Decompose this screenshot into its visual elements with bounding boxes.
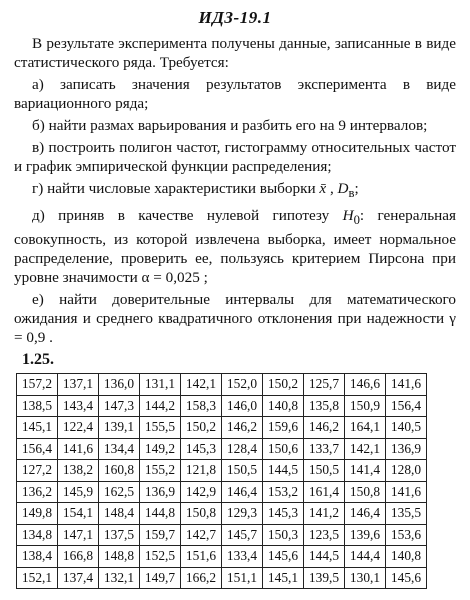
- table-cell: 146,2: [304, 417, 345, 439]
- task-d: [14, 206, 456, 287]
- table-cell: 141,6: [386, 481, 427, 503]
- table-cell: 146,4: [345, 503, 386, 525]
- table-cell: 149,8: [17, 503, 58, 525]
- table-cell: 154,1: [58, 503, 99, 525]
- table-cell: 150,2: [181, 417, 222, 439]
- table-cell: 146,6: [345, 374, 386, 396]
- sample-variance-subscript: в: [348, 186, 355, 201]
- table-cell: 159,7: [140, 524, 181, 546]
- table-cell: 141,2: [304, 503, 345, 525]
- table-cell: 156,4: [17, 438, 58, 460]
- table-cell: 166,2: [181, 567, 222, 589]
- table-row: [17, 524, 427, 546]
- table-cell: 164,1: [345, 417, 386, 439]
- table-cell: 146,4: [222, 481, 263, 503]
- problem-number: 1.25.: [22, 351, 54, 369]
- table-cell: 144,5: [304, 546, 345, 568]
- table-cell: 145,1: [263, 567, 304, 589]
- table-cell: 144,4: [345, 546, 386, 568]
- sample-mean-symbol: x̄: [319, 180, 327, 197]
- task-d-text: д) приняв в качестве нулевой гипотезу: [32, 207, 343, 225]
- table-cell: 147,3: [99, 395, 140, 417]
- table-cell: 151,6: [181, 546, 222, 568]
- table-cell: 136,0: [99, 374, 140, 396]
- table-cell: 141,6: [58, 438, 99, 460]
- table-cell: 137,4: [58, 567, 99, 589]
- table-cell: 134,4: [99, 438, 140, 460]
- table-cell: 136,2: [17, 481, 58, 503]
- table-cell: 145,6: [263, 546, 304, 568]
- table-row: [17, 395, 427, 417]
- table-cell: 150,2: [263, 374, 304, 396]
- table-cell: 122,4: [58, 417, 99, 439]
- task-a: а) записать значения результатов эксперимента в виде вариационного ряда;: [14, 76, 456, 112]
- table-row: [17, 460, 427, 482]
- table-cell: 155,2: [140, 460, 181, 482]
- table-cell: 134,8: [17, 524, 58, 546]
- table-cell: 128,0: [386, 460, 427, 482]
- table-cell: 135,5: [386, 503, 427, 525]
- table-cell: 140,8: [263, 395, 304, 417]
- task-b: б) найти размах варьирования и разбить его на 9 интервалов;: [32, 117, 428, 134]
- table-cell: 145,7: [222, 524, 263, 546]
- table-cell: 152,5: [140, 546, 181, 568]
- table-cell: 141,4: [345, 460, 386, 482]
- table-cell: 142,1: [345, 438, 386, 460]
- table-cell: 145,3: [181, 438, 222, 460]
- table-cell: 155,5: [140, 417, 181, 439]
- table-row: [17, 567, 427, 589]
- data-table: [16, 373, 427, 589]
- table-cell: 159,6: [263, 417, 304, 439]
- table-cell: 166,8: [58, 546, 99, 568]
- table-cell: 144,2: [140, 395, 181, 417]
- table-cell: 123,5: [304, 524, 345, 546]
- table-cell: 153,6: [386, 524, 427, 546]
- table-row: [17, 503, 427, 525]
- sample-variance-symbol: D: [337, 180, 349, 197]
- table-cell: 146,2: [222, 417, 263, 439]
- table-cell: 135,8: [304, 395, 345, 417]
- table-cell: 150,8: [181, 503, 222, 525]
- table-cell: 148,4: [99, 503, 140, 525]
- table-cell: 142,1: [181, 374, 222, 396]
- table-cell: 160,8: [99, 460, 140, 482]
- task-d-rest: : генеральная совокупность, из которой извлечена выборка, имеет нормальное распределение, проверить ее, пользуясь критерием Пирсона при уровне значимости α = 0,025 ;: [14, 207, 456, 287]
- hypothesis-symbol: H: [342, 207, 354, 225]
- table-cell: 136,9: [386, 438, 427, 460]
- table-cell: 144,8: [140, 503, 181, 525]
- table-cell: 151,1: [222, 567, 263, 589]
- table-cell: 149,2: [140, 438, 181, 460]
- table-cell: 150,5: [222, 460, 263, 482]
- table-cell: 128,4: [222, 438, 263, 460]
- table-cell: 157,2: [17, 374, 58, 396]
- table-cell: 145,1: [17, 417, 58, 439]
- table-cell: 145,6: [386, 567, 427, 589]
- table-cell: 133,4: [222, 546, 263, 568]
- table-cell: 146,0: [222, 395, 263, 417]
- table-cell: 153,2: [263, 481, 304, 503]
- task-e: е) найти доверительные интервалы для математического ожидания и среднего квадратичного отклонения при надежности γ = 0,9 .: [14, 291, 456, 347]
- table-cell: 150,5: [304, 460, 345, 482]
- table-cell: 129,3: [222, 503, 263, 525]
- table-cell: 127,2: [17, 460, 58, 482]
- table-cell: 148,8: [99, 546, 140, 568]
- table-cell: 145,9: [58, 481, 99, 503]
- table-cell: 152,1: [17, 567, 58, 589]
- table-cell: 142,7: [181, 524, 222, 546]
- table-cell: 158,3: [181, 395, 222, 417]
- task-g: [14, 179, 456, 203]
- document-title: ИДЗ-19.1: [198, 8, 272, 27]
- table-row: [17, 374, 427, 396]
- table-row: [17, 417, 427, 439]
- task-g-text: г) найти числовые характеристики выборки: [32, 180, 320, 197]
- task-v: в) построить полигон частот, гистограмму относительных частот и график эмпирической функции распределения;: [14, 139, 456, 175]
- table-cell: 150,6: [263, 438, 304, 460]
- table-cell: 137,5: [99, 524, 140, 546]
- table-cell: 144,5: [263, 460, 304, 482]
- table-cell: 139,1: [99, 417, 140, 439]
- table-cell: 152,0: [222, 374, 263, 396]
- table-row: [17, 481, 427, 503]
- table-cell: 136,9: [140, 481, 181, 503]
- table-cell: 150,8: [345, 481, 386, 503]
- task-g-end: ;: [354, 180, 359, 197]
- table-cell: 131,1: [140, 374, 181, 396]
- table-cell: 125,7: [304, 374, 345, 396]
- table-cell: 161,4: [304, 481, 345, 503]
- table-cell: 138,5: [17, 395, 58, 417]
- table-cell: 150,3: [263, 524, 304, 546]
- table-cell: 147,1: [58, 524, 99, 546]
- table-cell: 139,6: [345, 524, 386, 546]
- table-cell: 137,1: [58, 374, 99, 396]
- table-cell: 143,4: [58, 395, 99, 417]
- table-cell: 162,5: [99, 481, 140, 503]
- table-cell: 139,5: [304, 567, 345, 589]
- table-cell: 150,9: [345, 395, 386, 417]
- task-g-separator: ,: [326, 180, 338, 197]
- table-cell: 145,3: [263, 503, 304, 525]
- table-cell: 140,8: [386, 546, 427, 568]
- intro-paragraph: В результате эксперимента получены данные, записанные в виде статистического ряда. Требуется:: [14, 35, 456, 71]
- table-cell: 121,8: [181, 460, 222, 482]
- table-row: [17, 546, 427, 568]
- hypothesis-subscript: 0: [353, 213, 360, 228]
- table-cell: 130,1: [345, 567, 386, 589]
- table-cell: 138,2: [58, 460, 99, 482]
- table-cell: 141,6: [386, 374, 427, 396]
- table-row: [17, 438, 427, 460]
- table-cell: 132,1: [99, 567, 140, 589]
- table-cell: 140,5: [386, 417, 427, 439]
- table-cell: 138,4: [17, 546, 58, 568]
- table-cell: 133,7: [304, 438, 345, 460]
- table-cell: 142,9: [181, 481, 222, 503]
- table-cell: 149,7: [140, 567, 181, 589]
- table-cell: 156,4: [386, 395, 427, 417]
